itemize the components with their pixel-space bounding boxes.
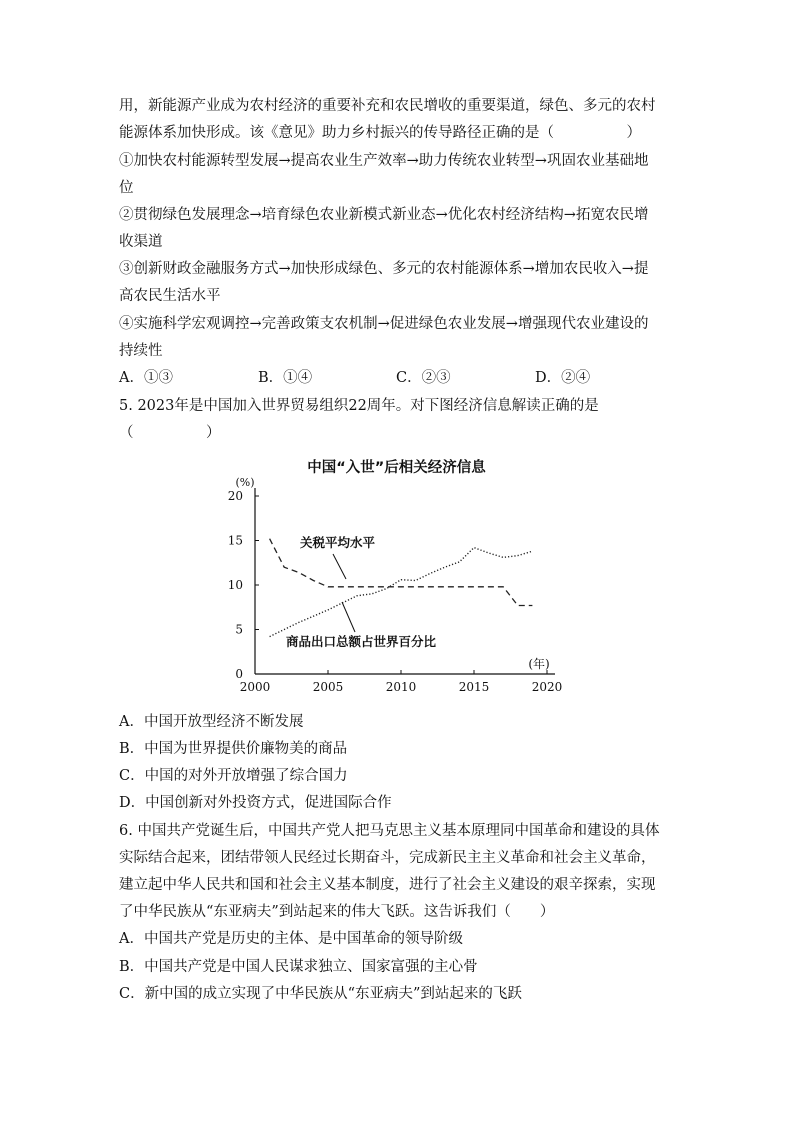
- q5-option-a[interactable]: A．中国开放型经济不断发展: [119, 714, 304, 730]
- annotation-export-leader: [342, 602, 355, 632]
- x-tick-label-2000: 2000: [239, 680, 271, 694]
- q6-stem-line4: 了中华民族从“东亚病夫”到站起来的伟大飞跃。这告诉我们（ ）: [119, 904, 555, 920]
- y-tick-label-0: 0: [235, 667, 243, 681]
- q4-item3-line1: ③创新财政金融服务方式→加快形成绿色、多元的农村能源体系→增加农民收入→提: [119, 261, 649, 277]
- q4-stem-line2: 能源体系加快形成。该《意见》助力乡村振兴的传导路径正确的是（ ）: [119, 125, 641, 141]
- q4-item3-line2: 高农民生活水平: [119, 288, 221, 304]
- q5-stem-line1: 5. 2023年是中国加入世界贸易组织22周年。对下图经济信息解读正确的是: [119, 398, 599, 414]
- q4-item4-line2: 持续性: [119, 343, 163, 359]
- q4-option-d[interactable]: D．②④: [535, 370, 591, 386]
- q4-stem-line1: 用，新能源产业成为农村经济的重要补充和农民增收的重要渠道，绿色、多元的农村: [119, 98, 656, 114]
- q4-item1-line1: ①加快农村能源转型发展→提高农业生产效率→助力传统农业转型→巩固农业基础地: [119, 153, 649, 169]
- q4-item2-line1: ②贯彻绿色发展理念→培育绿色农业新模式新业态→优化农村经济结构→拓宽农民增: [119, 207, 649, 223]
- q4-option-a[interactable]: A．①③: [119, 370, 173, 386]
- x-tick-label-2015: 2015: [458, 680, 490, 694]
- line-chart: [200, 470, 600, 700]
- y-axis-label: (%): [235, 476, 255, 489]
- q6-option-a[interactable]: A．中国共产党是历史的主体、是中国革命的领导阶级: [119, 931, 463, 947]
- q6-stem-line2: 实际结合起来，团结带领人民经过长期奋斗，完成新民主主义革命和社会主义革命，: [119, 850, 656, 866]
- q6-option-b[interactable]: B．中国共产党是中国人民谋求独立、国家富强的主心骨: [119, 959, 478, 975]
- x-tick-label-2005: 2005: [312, 680, 344, 694]
- q5-stem-line2: （ ）: [119, 425, 221, 441]
- q4-option-c[interactable]: C．②③: [396, 370, 451, 386]
- q5-option-b[interactable]: B．中国为世界提供价廉物美的商品: [119, 741, 348, 757]
- q6-stem-line1: 6. 中国共产党诞生后，中国共产党人把马克思主义基本原理同中国革命和建设的具体: [119, 823, 660, 839]
- q6-stem-line3: 建立起中华人民共和国和社会主义基本制度，进行了社会主义建设的艰辛探索，实现: [119, 877, 656, 893]
- q5-option-c[interactable]: C．中国的对外开放增强了综合国力: [119, 768, 348, 784]
- x-axis-label: (年): [528, 657, 550, 671]
- q4-option-b[interactable]: B．①④: [258, 370, 313, 386]
- q4-item1-line2: 位: [119, 180, 134, 196]
- chart-title: 中国“入世”后相关经济信息: [307, 460, 486, 476]
- annotation-tariff-leader: [333, 554, 346, 579]
- series-line-1: [270, 548, 533, 637]
- x-tick-label-2020: 2020: [531, 680, 563, 694]
- q6-option-c[interactable]: C．新中国的成立实现了中华民族从“东亚病夫”到站起来的飞跃: [119, 986, 522, 1002]
- annotation-tariff: 关税平均水平: [300, 535, 376, 550]
- y-tick-label-15: 15: [227, 533, 243, 548]
- annotation-export: 商品出口总额占世界百分比: [286, 634, 437, 649]
- y-tick-label-20: 20: [227, 489, 243, 503]
- q4-item4-line1: ④实施科学宏观调控→完善政策支农机制→促进绿色农业发展→增强现代农业建设的: [119, 316, 649, 332]
- x-tick-label-2010: 2010: [385, 680, 417, 694]
- q4-item2-line2: 收渠道: [119, 234, 163, 250]
- y-tick-label-5: 5: [235, 622, 243, 637]
- q5-option-d[interactable]: D．中国创新对外投资方式，促进国际合作: [119, 795, 392, 811]
- y-tick-label-10: 10: [227, 578, 243, 592]
